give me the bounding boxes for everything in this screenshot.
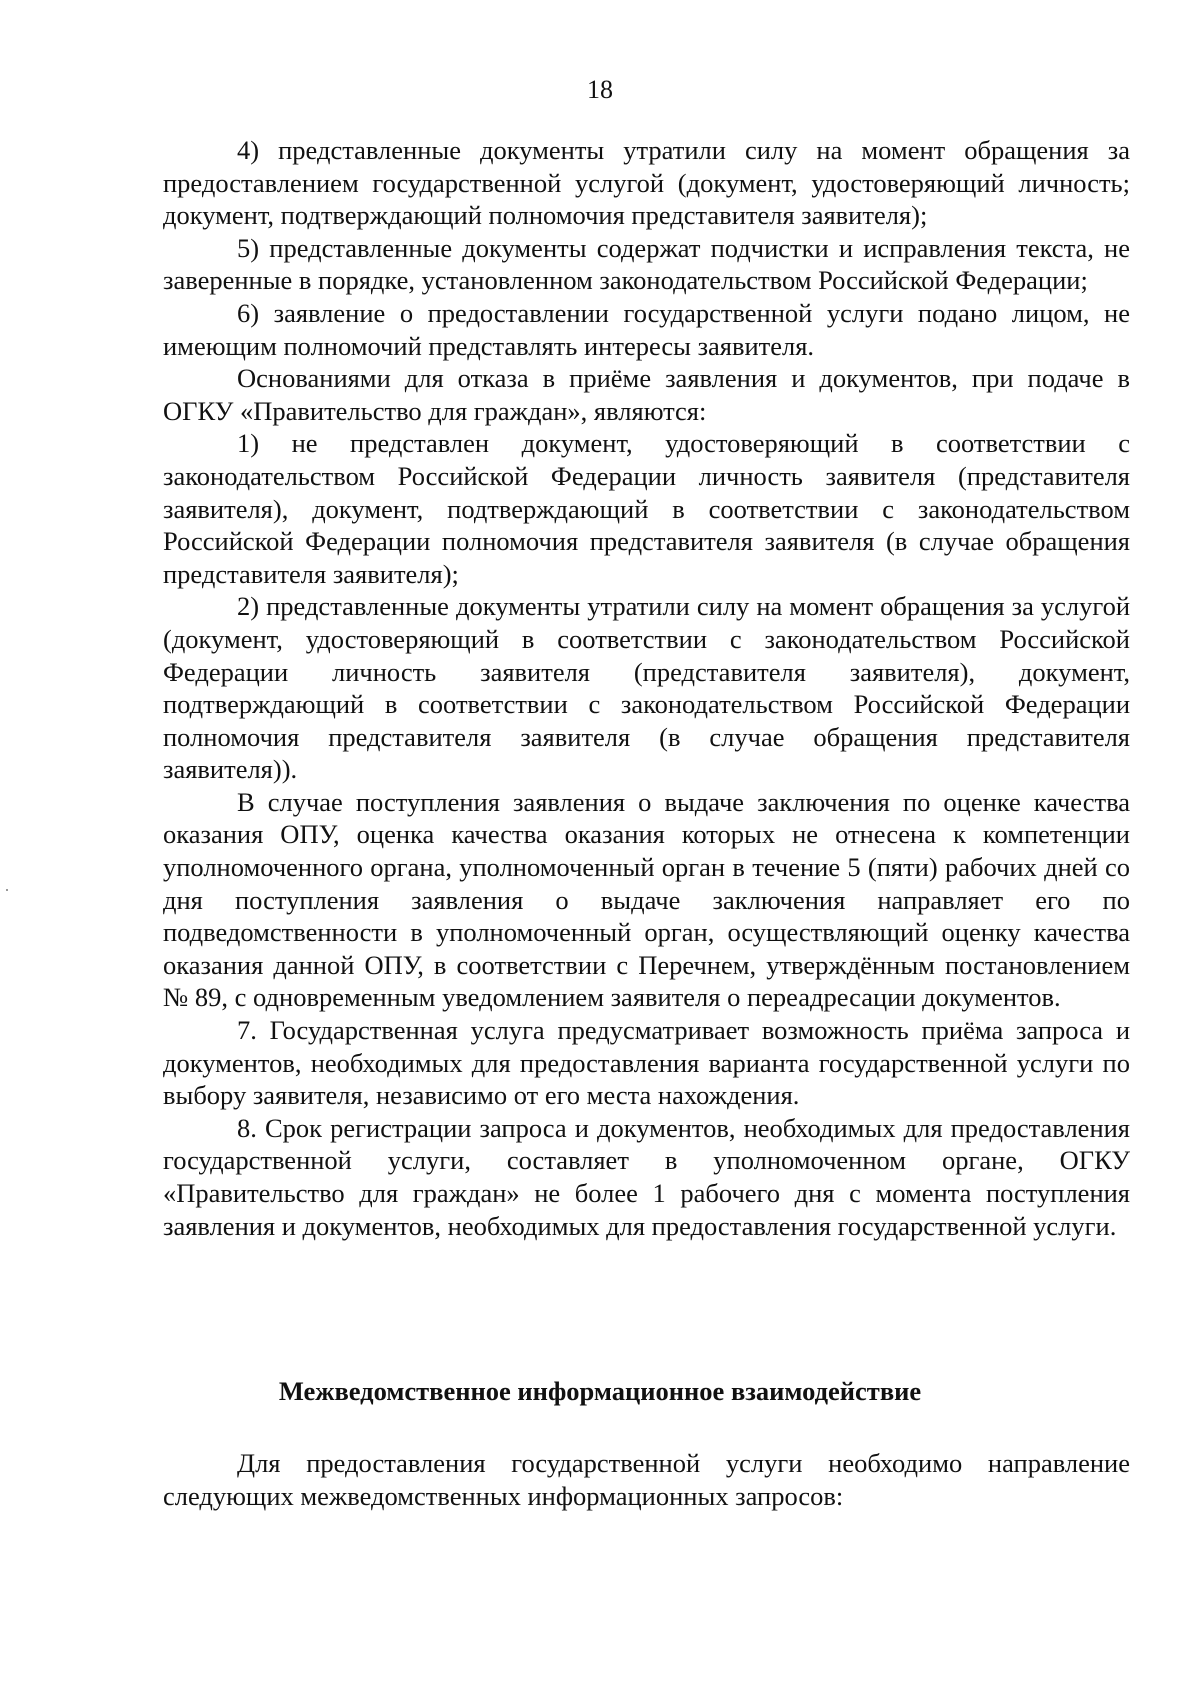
paragraph-clause-8: 8. Срок регистрации запроса и документов, необходимых для предоставления государственной услуги, составляет в уполномоченном органе, ОГКУ «Правительство для граждан» не более 1 рабочего дня с момента поступления заявления и документов, необходимых для предоставления государственной услуги. [163, 1112, 1130, 1241]
section-body [163, 1447, 1130, 1512]
scan-speck [6, 889, 8, 891]
paragraph-item-6-no-authority: 6) заявление о предоставлении государственной услуги подано лицом, не имеющим полномочий представлять интересы заявителя. [163, 297, 1130, 361]
paragraph-refusal-item-2: 2) представленные документы утратили силу на момент обращения за услугой (документ, удостоверяющий в соответствии с законодательством Российской Федерации личность заявителя (представителя заявителя), документ, подтверждающий в соответствии с законодательством Российской Федерации полномочия представителя заявителя (в случае обращения представителя заявителя)). [163, 591, 1130, 785]
page-number: 18 [587, 75, 613, 104]
section-heading: Межведомственное информационное взаимодействие [278, 1376, 922, 1406]
paragraph-interagency-requests: Для предоставления государственной услуги необходимо направление следующих межведомственных информационных запросов: [163, 1448, 1130, 1511]
paragraph-item-5-corrections: 5) представленные документы содержат подчистки и исправления текста, не заверенные в порядке, установленном законодательством Российской Федерации; [163, 232, 1130, 296]
paragraph-redirect-application: В случае поступления заявления о выдаче заключения по оценке качества оказания ОПУ, оценка качества оказания которых не отнесена к компетенции уполномоченного органа, уполномоченный орган в течение 5 (пяти) рабочих дней со дня поступления заявления о выдаче заключения направляет его по подведомственности в уполномоченный орган, осуществляющий оценку качества оказания данной ОПУ, в соответствии с Перечнем, утверждённым постановлением № 89, с одновременным уведомлением заявителя о переадресации документов. [163, 786, 1130, 1013]
document-body [163, 134, 1130, 1242]
paragraph-clause-7: 7. Государственная услуга предусматривает возможность приёма запроса и документов, необходимых для предоставления варианта государственной услуги по выбору заявителя, независимо от его места нахождения. [163, 1015, 1130, 1111]
paragraph-item-4-expired-documents: 4) представленные документы утратили силу на момент обращения за предоставлением государственной услугой (документ, удостоверяющий личность; документ, подтверждающий полномочия представителя заявителя); [163, 135, 1130, 231]
paragraph-refusal-item-1: 1) не представлен документ, удостоверяющий в соответствии с законодательством Российской Федерации личность заявителя (представителя заявителя), документ, подтверждающий в соответствии с законодательством Российской Федерации полномочия представителя заявителя (в случае обращения представителя заявителя); [163, 428, 1130, 589]
paragraph-refusal-grounds-intro: Основаниями для отказа в приёме заявления и документов, при подаче в ОГКУ «Правительство для граждан», являются: [163, 363, 1130, 426]
